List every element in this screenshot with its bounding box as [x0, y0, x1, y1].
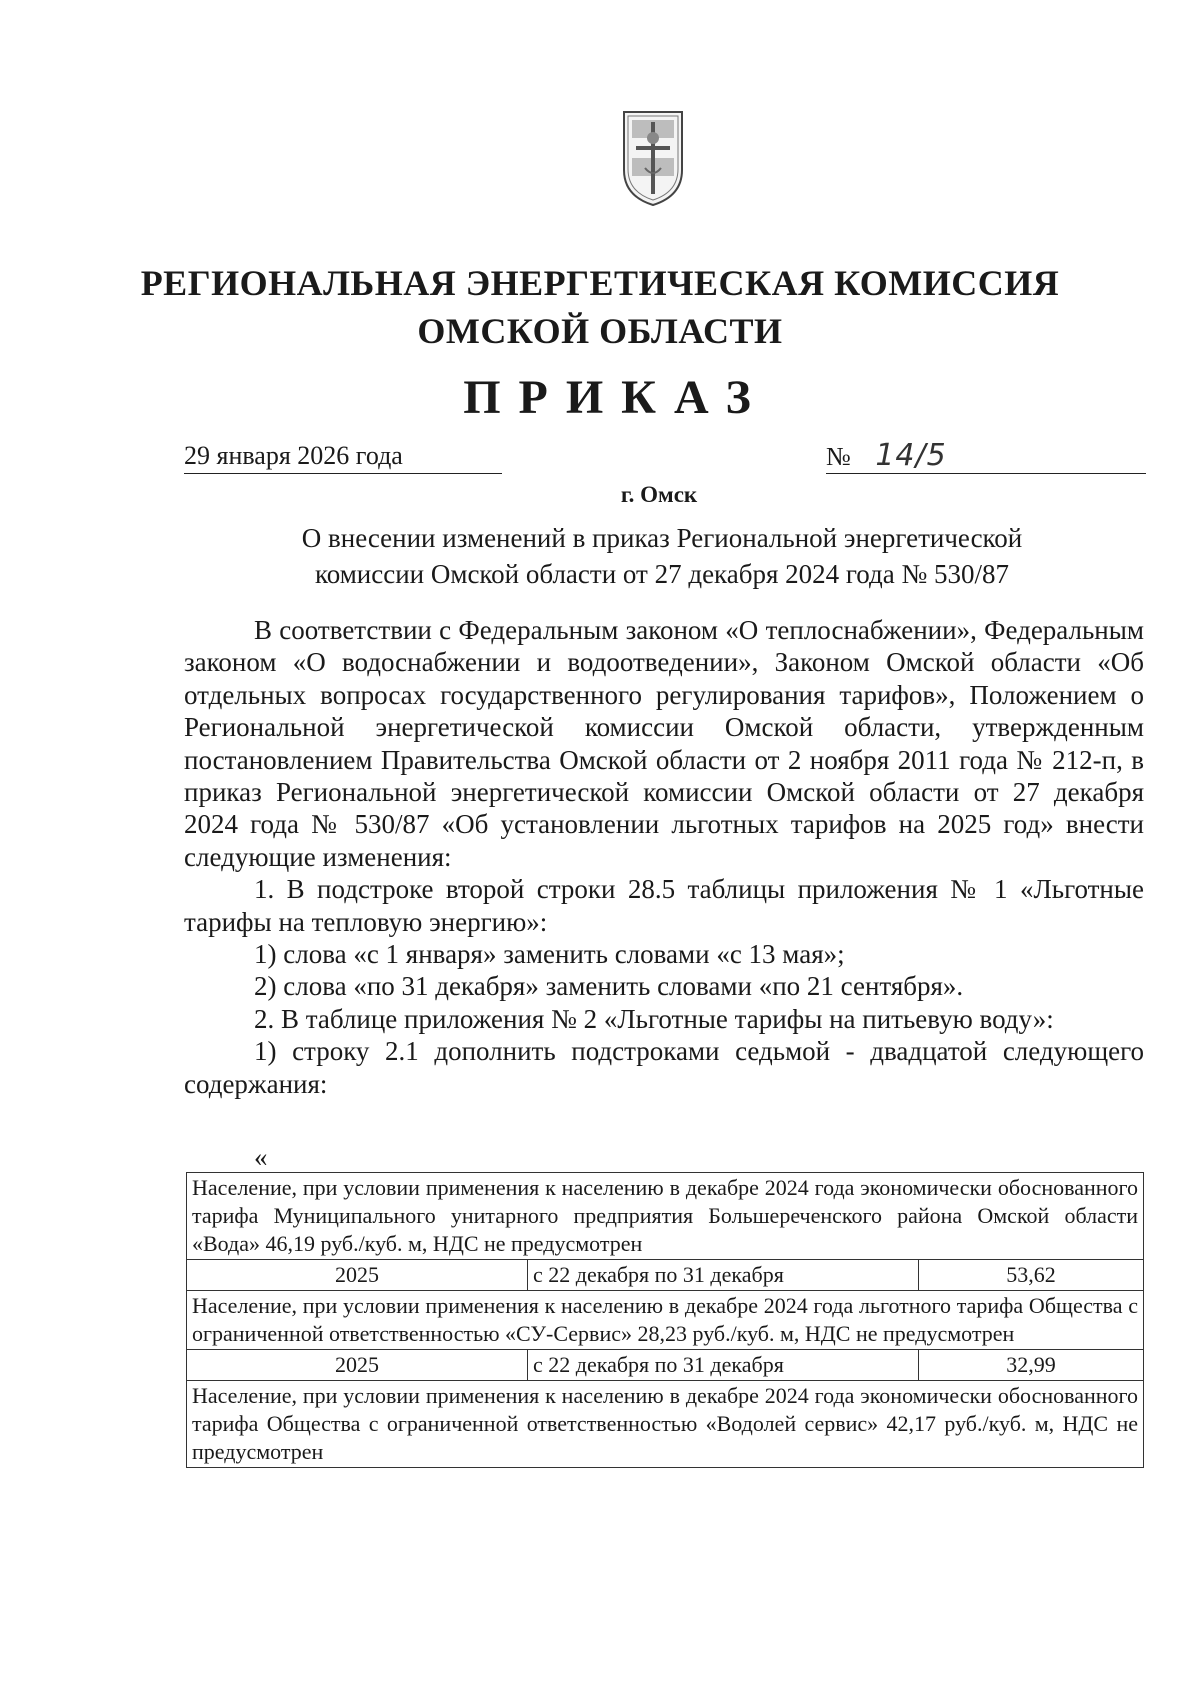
table-cell-period: с 22 декабря по 31 декабря	[528, 1260, 919, 1291]
table-row	[187, 1291, 1144, 1350]
table-cell-year: 2025	[187, 1350, 528, 1381]
table-cell-description: Население, при условии применения к населению в декабре 2024 года экономически обоснованного тарифа Общества с ограниченной ответственностью «Водолей сервис» 42,17 руб./куб. м, НДС не предусмотрен	[187, 1381, 1144, 1468]
coat-of-arms-icon	[620, 108, 686, 208]
subject-line1: О внесении изменений в приказ Региональной энергетической	[301, 523, 1023, 553]
document-date: 29 января 2026 года	[184, 440, 502, 474]
item-1: 1. В подстроке второй строки 28.5 таблицы приложения № 1 «Льготные тарифы на тепловую энергию»:	[184, 874, 1144, 937]
document-body	[184, 614, 1144, 1100]
item-2-1: 1) строку 2.1 дополнить подстроками седьмой - двадцатой следующего содержания:	[184, 1036, 1144, 1099]
document-city: г. Омск	[620, 482, 698, 507]
subject-line2: комиссии Омской области от 27 декабря 2024 года № 530/87	[314, 559, 1010, 589]
document-number	[826, 440, 1146, 474]
table-cell-description: Население, при условии применения к населению в декабре 2024 года льготного тарифа Общества с ограниченной ответственностью «СУ-Сервис» 28,23 руб./куб. м, НДС не предусмотрен	[187, 1291, 1144, 1350]
organization-name-line1: РЕГИОНАЛЬНАЯ ЭНЕРГЕТИЧЕСКАЯ КОМИССИЯ	[140, 263, 1060, 303]
document-type-title: ПРИКАЗ	[463, 371, 769, 424]
table-row	[187, 1173, 1144, 1260]
table-row	[187, 1260, 1144, 1291]
quote-open-mark: «	[254, 1142, 268, 1172]
table-cell-description: Население, при условии применения к населению в декабре 2024 года экономически обоснованного тарифа Муниципального унитарного предприятия Большереченского района Омской области «Вода» 46,19 руб./куб. м, НДС не предусмотрен	[187, 1173, 1144, 1260]
table-cell-period: с 22 декабря по 31 декабря	[528, 1350, 919, 1381]
table-cell-value: 53,62	[919, 1260, 1144, 1291]
tariffs-table	[186, 1172, 1144, 1468]
number-label: №	[826, 442, 851, 471]
table-row	[187, 1350, 1144, 1381]
document-subject	[0, 520, 1200, 592]
table-cell-value: 32,99	[919, 1350, 1144, 1381]
item-2: 2. В таблице приложения № 2 «Льготные тарифы на питьевую воду»:	[254, 1003, 1054, 1034]
item-1-1: 1) слова «с 1 января» заменить словами «с 13 мая»;	[254, 939, 845, 970]
number-value-handwritten: 14/5	[875, 438, 947, 473]
preamble-paragraph: В соответствии с Федеральным законом «О теплоснабжении», Федеральным законом «О водоснабжении и водоотведении», Законом Омской области «Об отдельных вопросах государственного регулирования тарифов», Положением о Региональной энергетической комиссии Омской области, утвержденным постановлением Правительства Омской области от 2 ноября 2011 года № 212-п, в приказ Региональной энергетической комиссии Омской области от 27 декабря 2024 года № 530/87 «Об установлении льготных тарифов на 2025 год» внести следующие изменения:	[184, 615, 1144, 872]
table-cell-year: 2025	[187, 1260, 528, 1291]
table-row	[187, 1381, 1144, 1468]
item-1-2: 2) слова «по 31 декабря» заменить словами «по 21 сентября».	[254, 971, 964, 1002]
organization-name-line2: ОМСКОЙ ОБЛАСТИ	[417, 311, 783, 351]
